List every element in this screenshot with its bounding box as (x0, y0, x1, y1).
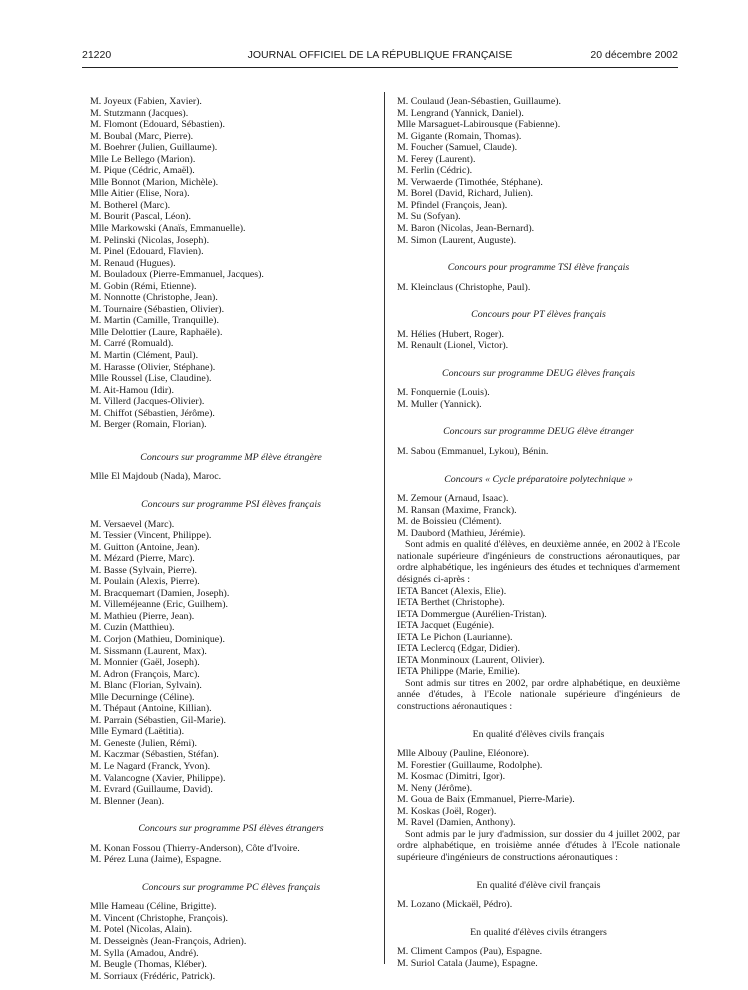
name-list (397, 96, 680, 246)
list-item: M. Cuzin (Matthieu). (90, 622, 175, 634)
section-heading: En qualité d'élèves civils étrangers (470, 926, 607, 938)
list-item: IETA Dommergue (Aurélien-Tristan). (397, 608, 547, 620)
list-item: IETA Leclercq (Edgar, Didier). (397, 643, 521, 655)
section-heading: En qualité d'élève civil français (476, 879, 601, 891)
name-list (90, 843, 372, 866)
body-paragraph: Sont admis sur titres en 2002, par ordre alphabétique, en deuxième année d'études, à l'Ecole nationale supérieure d'ingénieurs de constructions aéronautiques : (397, 677, 680, 712)
section-heading: Concours sur programme MP élève étrangère (140, 451, 322, 463)
page-header (82, 49, 678, 63)
list-item: M. Monnier (Gaël, Joseph). (90, 657, 200, 669)
section-heading: Concours pour programme TSI élève français (447, 262, 630, 274)
list-item: M. Koskas (Joël, Roger). (397, 805, 497, 817)
list-item: M. Muller (Yannick). (397, 398, 482, 410)
name-list (397, 946, 680, 969)
list-item: Mlle Aitier (Elise, Nora). (90, 188, 190, 200)
list-item: M. Chiffot (Sébastien, Jérôme). (90, 407, 215, 419)
name-list (397, 586, 680, 678)
list-item: M. Hélies (Hubert, Roger). (397, 328, 504, 340)
list-item: Mlle Hameau (Céline, Brigitte). (90, 901, 217, 913)
list-item: M. Parrain (Sébastien, Gil-Marie). (90, 714, 227, 726)
list-item: M. Potel (Nicolas, Alain). (90, 924, 193, 936)
list-item: M. Boubal (Marc, Pierre). (90, 130, 194, 142)
section-heading: Concours sur programme PSI élèves français (141, 498, 321, 510)
list-item: M. Ravel (Damien, Anthony). (397, 817, 516, 829)
name-list (90, 471, 372, 483)
section-heading: Concours « Cycle préparatoire polytechnique » (444, 473, 633, 485)
list-item: M. Gigante (Romain, Thomas). (397, 130, 522, 142)
column-divider (384, 92, 385, 964)
list-item: M. Foucher (Samuel, Claude). (397, 142, 518, 154)
list-item: M. Evrard (Guillaume, David). (90, 784, 213, 796)
name-list (397, 446, 680, 458)
list-item: M. Boehrer (Julien, Guillaume). (90, 142, 218, 154)
list-item: IETA Berthet (Christophe). (397, 597, 505, 609)
list-item: IETA Philippe (Marie, Emilie). (397, 666, 520, 678)
list-item: M. Su (Sofyan). (397, 211, 461, 223)
list-item: M. Baron (Nicolas, Jean-Bernard). (397, 223, 535, 235)
list-item: M. Ferlin (Cédric). (397, 165, 473, 177)
left-column (90, 96, 372, 982)
list-item: M. Poulain (Alexis, Pierre). (90, 576, 200, 588)
name-list (397, 387, 680, 410)
section-heading: Concours sur programme PC élèves français (141, 881, 321, 893)
name-list (397, 748, 680, 829)
list-item: M. Joyeux (Fabien, Xavier). (90, 96, 202, 107)
list-item: M. Kosmac (Dimitri, Igor). (397, 771, 506, 783)
list-item: M. Ransan (Maxime, Franck). (397, 504, 517, 516)
list-item: IETA Jacquet (Eugénie). (397, 620, 495, 632)
name-list (397, 493, 680, 539)
list-item: M. Carré (Romuald). (90, 338, 174, 350)
list-item: M. Sabou (Emmanuel, Lykou), Bénin. (397, 446, 549, 458)
section-heading: Concours sur programme PSI élèves étrangers (138, 823, 324, 835)
list-item: M. Daubord (Mathieu, Jérémie). (397, 527, 526, 539)
list-item: M. Suriol Catala (Jaume), Espagne. (397, 957, 538, 969)
list-item: M. Pique (Cédric, Amaël). (90, 165, 195, 177)
list-item: M. Adron (François, Marc). (90, 668, 200, 680)
list-item: M. Borel (David, Richard, Julien). (397, 188, 534, 200)
list-item: Mlle Decurninge (Céline). (90, 691, 195, 703)
journal-title: JOURNAL OFFICIEL DE LA RÉPUBLIQUE FRANÇAISE (247, 49, 513, 61)
list-item: M. Pérez Luna (Jaime), Espagne. (90, 854, 222, 866)
list-item: M. Corjon (Mathieu, Dominique). (90, 633, 225, 645)
list-item: M. Vincent (Christophe, François). (90, 912, 229, 924)
list-item: Mlle Bonnot (Marion, Michèle). (90, 176, 219, 188)
list-item: M. Berger (Romain, Florian). (90, 419, 207, 431)
list-item: M. Botherel (Marc). (90, 199, 171, 211)
list-item: M. Basse (Sylvain, Pierre). (90, 564, 197, 576)
list-item: M. Tournaire (Sébastien, Olivier). (90, 303, 225, 315)
list-item: M. Blenner (Jean). (90, 795, 165, 807)
page-number: 21220 (82, 49, 112, 61)
list-item: M. Geneste (Julien, Rémi). (90, 737, 197, 749)
section-heading: En qualité d'élèves civils français (472, 728, 605, 740)
list-item: Mlle Delottier (Laure, Raphaële). (90, 326, 223, 338)
list-item: M. Pfindel (François, Jean). (397, 199, 508, 211)
list-item: M. Sylla (Amadou, André). (90, 947, 199, 959)
list-item: M. Valancogne (Xavier, Philippe). (90, 772, 226, 784)
list-item: M. Goua de Baix (Emmanuel, Pierre-Marie). (397, 794, 575, 806)
list-item: M. Sorriaux (Frédéric, Patrick). (90, 970, 216, 982)
section-heading: Concours pour PT élèves français (471, 309, 606, 321)
list-item: Mlle Markowski (Anaïs, Emmanuelle). (90, 223, 246, 235)
name-list (90, 901, 372, 982)
list-item: M. Guitton (Antoine, Jean). (90, 541, 200, 553)
list-item: M. Zemour (Arnaud, Isaac). (397, 493, 509, 505)
list-item: M. Verwaerde (Timothée, Stéphane). (397, 176, 543, 188)
header-rule (82, 67, 678, 68)
list-item: M. Ferey (Laurent). (397, 153, 476, 165)
list-item: M. Pinel (Edouard, Flavien). (90, 246, 204, 258)
list-item: IETA Monminoux (Laurent, Olivier). (397, 654, 545, 666)
list-item: M. Bourit (Pascal, Léon). (90, 211, 191, 223)
body-paragraph: Sont admis par le jury d'admission, sur dossier du 4 juillet 2002, par ordre alphabétique, en troisième année d'études à l'Ecole nationale supérieure d'ingénieurs de constructions aéronautiques : (397, 828, 680, 863)
list-item: M. Stutzmann (Jacques). (90, 107, 189, 119)
list-item: M. Fonquernie (Louis). (397, 387, 490, 399)
list-item: M. Lozano (Mickaël, Pédro). (397, 899, 513, 911)
list-item: M. Desseignès (Jean-François, Adrien). (90, 936, 247, 947)
list-item: M. Martin (Camille, Tranquille). (90, 315, 219, 327)
list-item: M. Pelinski (Nicolas, Joseph). (90, 234, 210, 246)
name-list (397, 899, 680, 911)
list-item: Mlle El Majdoub (Nada), Maroc. (90, 471, 222, 483)
list-item: Mlle Marsaguet-Labirousque (Fabienne). (397, 119, 561, 131)
list-item: M. Neny (Jérôme). (397, 782, 473, 794)
list-item: M. Mathieu (Pierre, Jean). (90, 610, 195, 622)
list-item: IETA Le Pichon (Laurianne). (397, 631, 513, 643)
list-item: Mlle Le Bellego (Marion). (90, 153, 196, 165)
list-item: M. Kleinclaus (Christophe, Paul). (397, 281, 531, 293)
list-item: M. Flomont (Edouard, Sébastien). (90, 119, 225, 131)
section-heading: Concours sur programme DEUG élève étranger (443, 426, 634, 438)
list-item: M. Versaevel (Marc). (90, 518, 175, 530)
list-item: M. Ait-Hamou (Idir). (90, 384, 174, 396)
list-item: M. Sissmann (Laurent, Max). (90, 645, 207, 657)
list-item: M. Konan Fossou (Thierry-Anderson), Côte d'Ivoire. (90, 842, 300, 854)
list-item: M. Thépaut (Antoine, Killian). (90, 703, 212, 715)
list-item: M. Mézard (Pierre, Marc). (90, 553, 195, 565)
list-item: M. Climent Campos (Pau), Espagne. (397, 946, 543, 958)
list-item: M. Blanc (Florian, Sylvain). (90, 680, 202, 692)
list-item: M. Coulaud (Jean-Sébastien, Guillaume). (397, 96, 561, 107)
list-item: M. Martin (Clément, Paul). (90, 350, 199, 362)
list-item: M. Villeméjeanne (Eric, Guilhem). (90, 599, 228, 611)
list-item: M. Beugle (Thomas, Kléber). (90, 959, 207, 971)
list-item: M. de Boissieu (Clément). (397, 516, 502, 528)
list-item: Mlle Eymard (Laëtitia). (90, 726, 185, 738)
name-list (90, 519, 372, 808)
list-item: M. Kaczmar (Sébastien, Stéfan). (90, 749, 219, 761)
list-item: M. Gobin (Rémi, Etienne). (90, 280, 197, 292)
issue-date: 20 décembre 2002 (590, 49, 678, 61)
list-item: M. Bracquemart (Damien, Joseph). (90, 587, 230, 599)
list-item: M. Lengrand (Yannick, Daniel). (397, 107, 524, 119)
list-item: M. Tessier (Vincent, Philippe). (90, 530, 212, 542)
list-item: M. Le Nagard (Franck, Yvon). (90, 760, 211, 772)
list-item: M. Renault (Lionel, Victor). (397, 340, 509, 352)
list-item: IETA Bancet (Alexis, Elie). (397, 585, 507, 597)
body-paragraph: Sont admis en qualité d'élèves, en deuxième année, en 2002 à l'Ecole nationale supérieure d'ingénieurs de constructions aéronautiques, par ordre alphabétique, les ingénieurs des études et techniques d'armement désignés ci-après : (397, 539, 680, 585)
list-item: M. Forestier (Guillaume, Rodolphe). (397, 759, 543, 771)
list-item: Mlle Roussel (Lise, Claudine). (90, 373, 212, 385)
section-heading: Concours sur programme DEUG élèves français (441, 367, 635, 379)
right-column (397, 96, 680, 969)
list-item: M. Villerd (Jacques-Olivier). (90, 396, 205, 408)
list-item: M. Renaud (Hugues). (90, 257, 176, 269)
name-list (90, 96, 372, 431)
list-item: M. Nonnotte (Christophe, Jean). (90, 292, 218, 304)
name-list (397, 282, 680, 294)
list-item: M. Bouladoux (Pierre-Emmanuel, Jacques). (90, 269, 264, 281)
list-item: M. Simon (Laurent, Auguste). (397, 234, 517, 246)
list-item: M. Harasse (Olivier, Stéphane). (90, 361, 216, 373)
name-list (397, 329, 680, 352)
list-item: Mlle Albouy (Pauline, Eléonore). (397, 748, 529, 760)
